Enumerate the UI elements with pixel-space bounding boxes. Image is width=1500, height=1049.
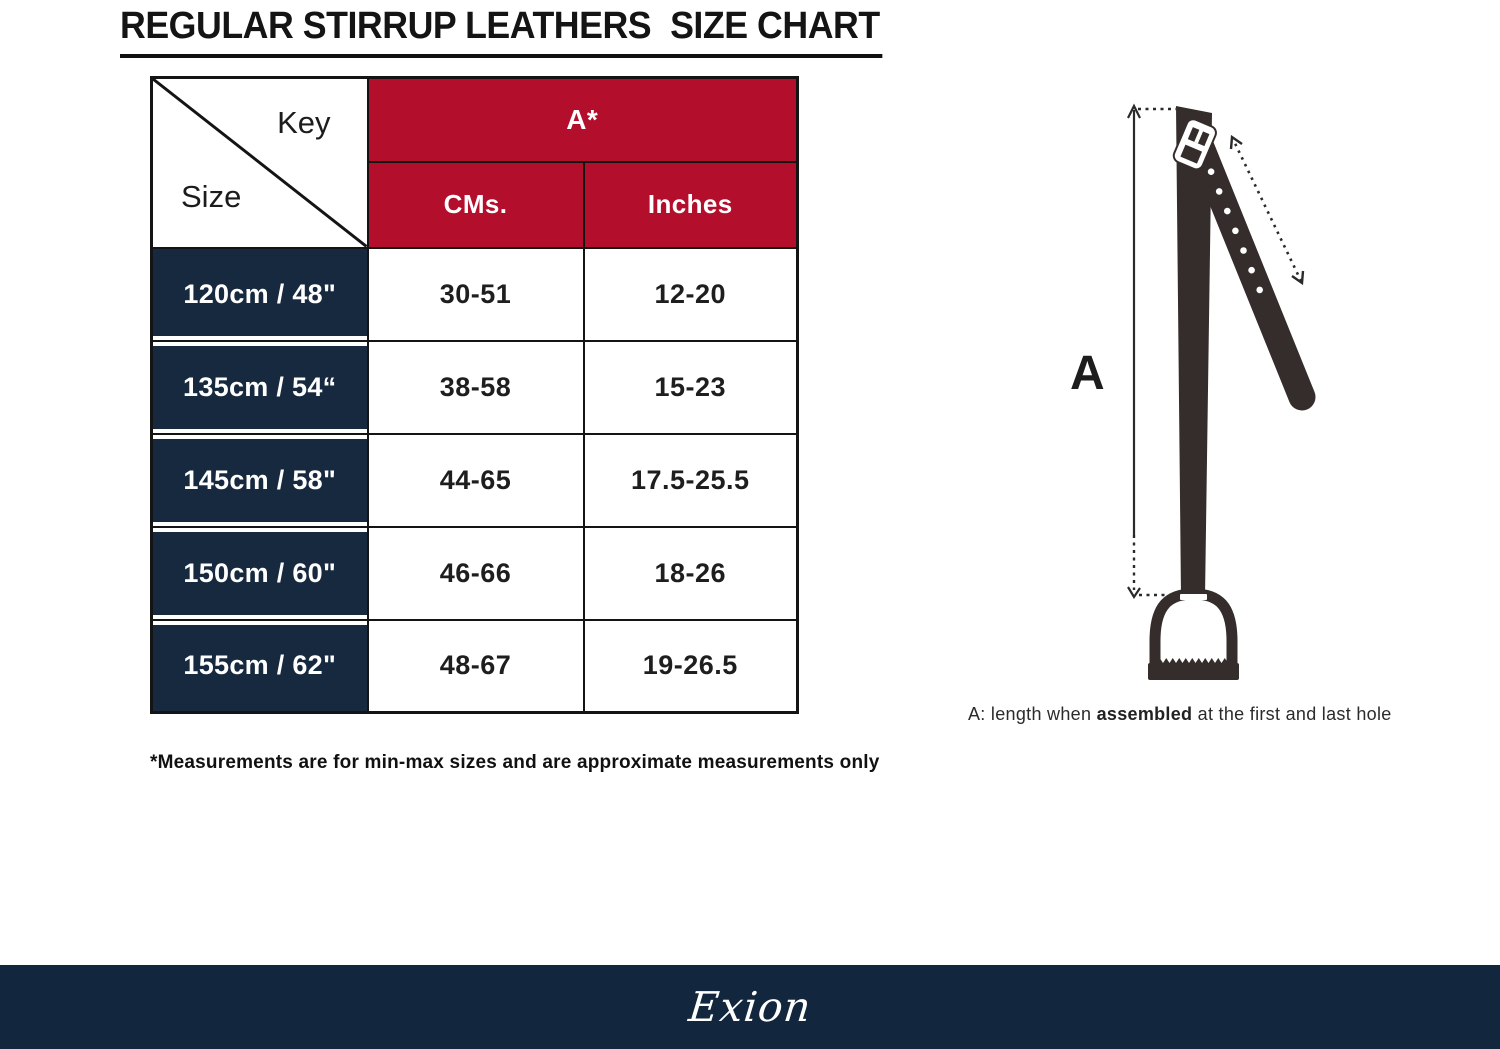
dimension-label-a: A	[1070, 347, 1105, 400]
vertical-measure-arrow	[1128, 106, 1177, 597]
cms-cell: 46-66	[368, 527, 584, 620]
diagram-caption	[968, 704, 1392, 725]
header-row-group	[152, 78, 798, 162]
inches-cell: 15-23	[584, 341, 798, 434]
inches-cell: 19-26.5	[584, 620, 798, 713]
column-group-header: A*	[368, 78, 798, 162]
caption-prefix: A: length when	[968, 704, 1097, 724]
diagonal-divider	[153, 79, 367, 247]
table-row	[152, 527, 798, 620]
stirrup-iron	[1148, 594, 1239, 680]
cms-cell: 38-58	[368, 341, 584, 434]
brand-logo: Exion	[686, 983, 814, 1031]
inches-cell: 17.5-25.5	[584, 434, 798, 527]
cms-cell: 30-51	[368, 248, 584, 341]
caption-bold-word: assembled	[1096, 704, 1193, 724]
column-header-inches: Inches	[584, 162, 798, 248]
table-row	[152, 341, 798, 434]
cms-cell: 48-67	[368, 620, 584, 713]
corner-cell	[152, 78, 368, 248]
size-chart-table	[150, 76, 799, 714]
title-wrap	[120, 6, 931, 58]
caption-suffix: at the first and last hole	[1192, 704, 1392, 724]
cms-cell: 44-65	[368, 434, 584, 527]
stirrup-tread	[1148, 663, 1239, 680]
size-cell: 155cm / 62"	[152, 620, 368, 713]
size-cell: 135cm / 54“	[152, 341, 368, 434]
tread-serration	[1150, 658, 1235, 663]
size-cell: 150cm / 60"	[152, 527, 368, 620]
corner-key-label: Key	[277, 105, 331, 140]
table-row	[152, 620, 798, 713]
size-cell: 145cm / 58"	[152, 434, 368, 527]
table-row	[152, 434, 798, 527]
footer-bar	[0, 965, 1500, 1049]
size-cell: 120cm / 48"	[152, 248, 368, 341]
corner-size-label: Size	[181, 178, 242, 214]
inches-cell: 12-20	[584, 248, 798, 341]
column-header-cms: CMs.	[368, 162, 584, 248]
inches-cell: 18-26	[584, 527, 798, 620]
measurements-footnote: *Measurements are for min-max sizes and are approximate measurements only	[150, 752, 880, 773]
table-row	[152, 248, 798, 341]
stirrup-slot	[1180, 594, 1207, 600]
page-title: REGULAR STIRRUP LEATHERS SIZE CHART	[120, 6, 883, 58]
